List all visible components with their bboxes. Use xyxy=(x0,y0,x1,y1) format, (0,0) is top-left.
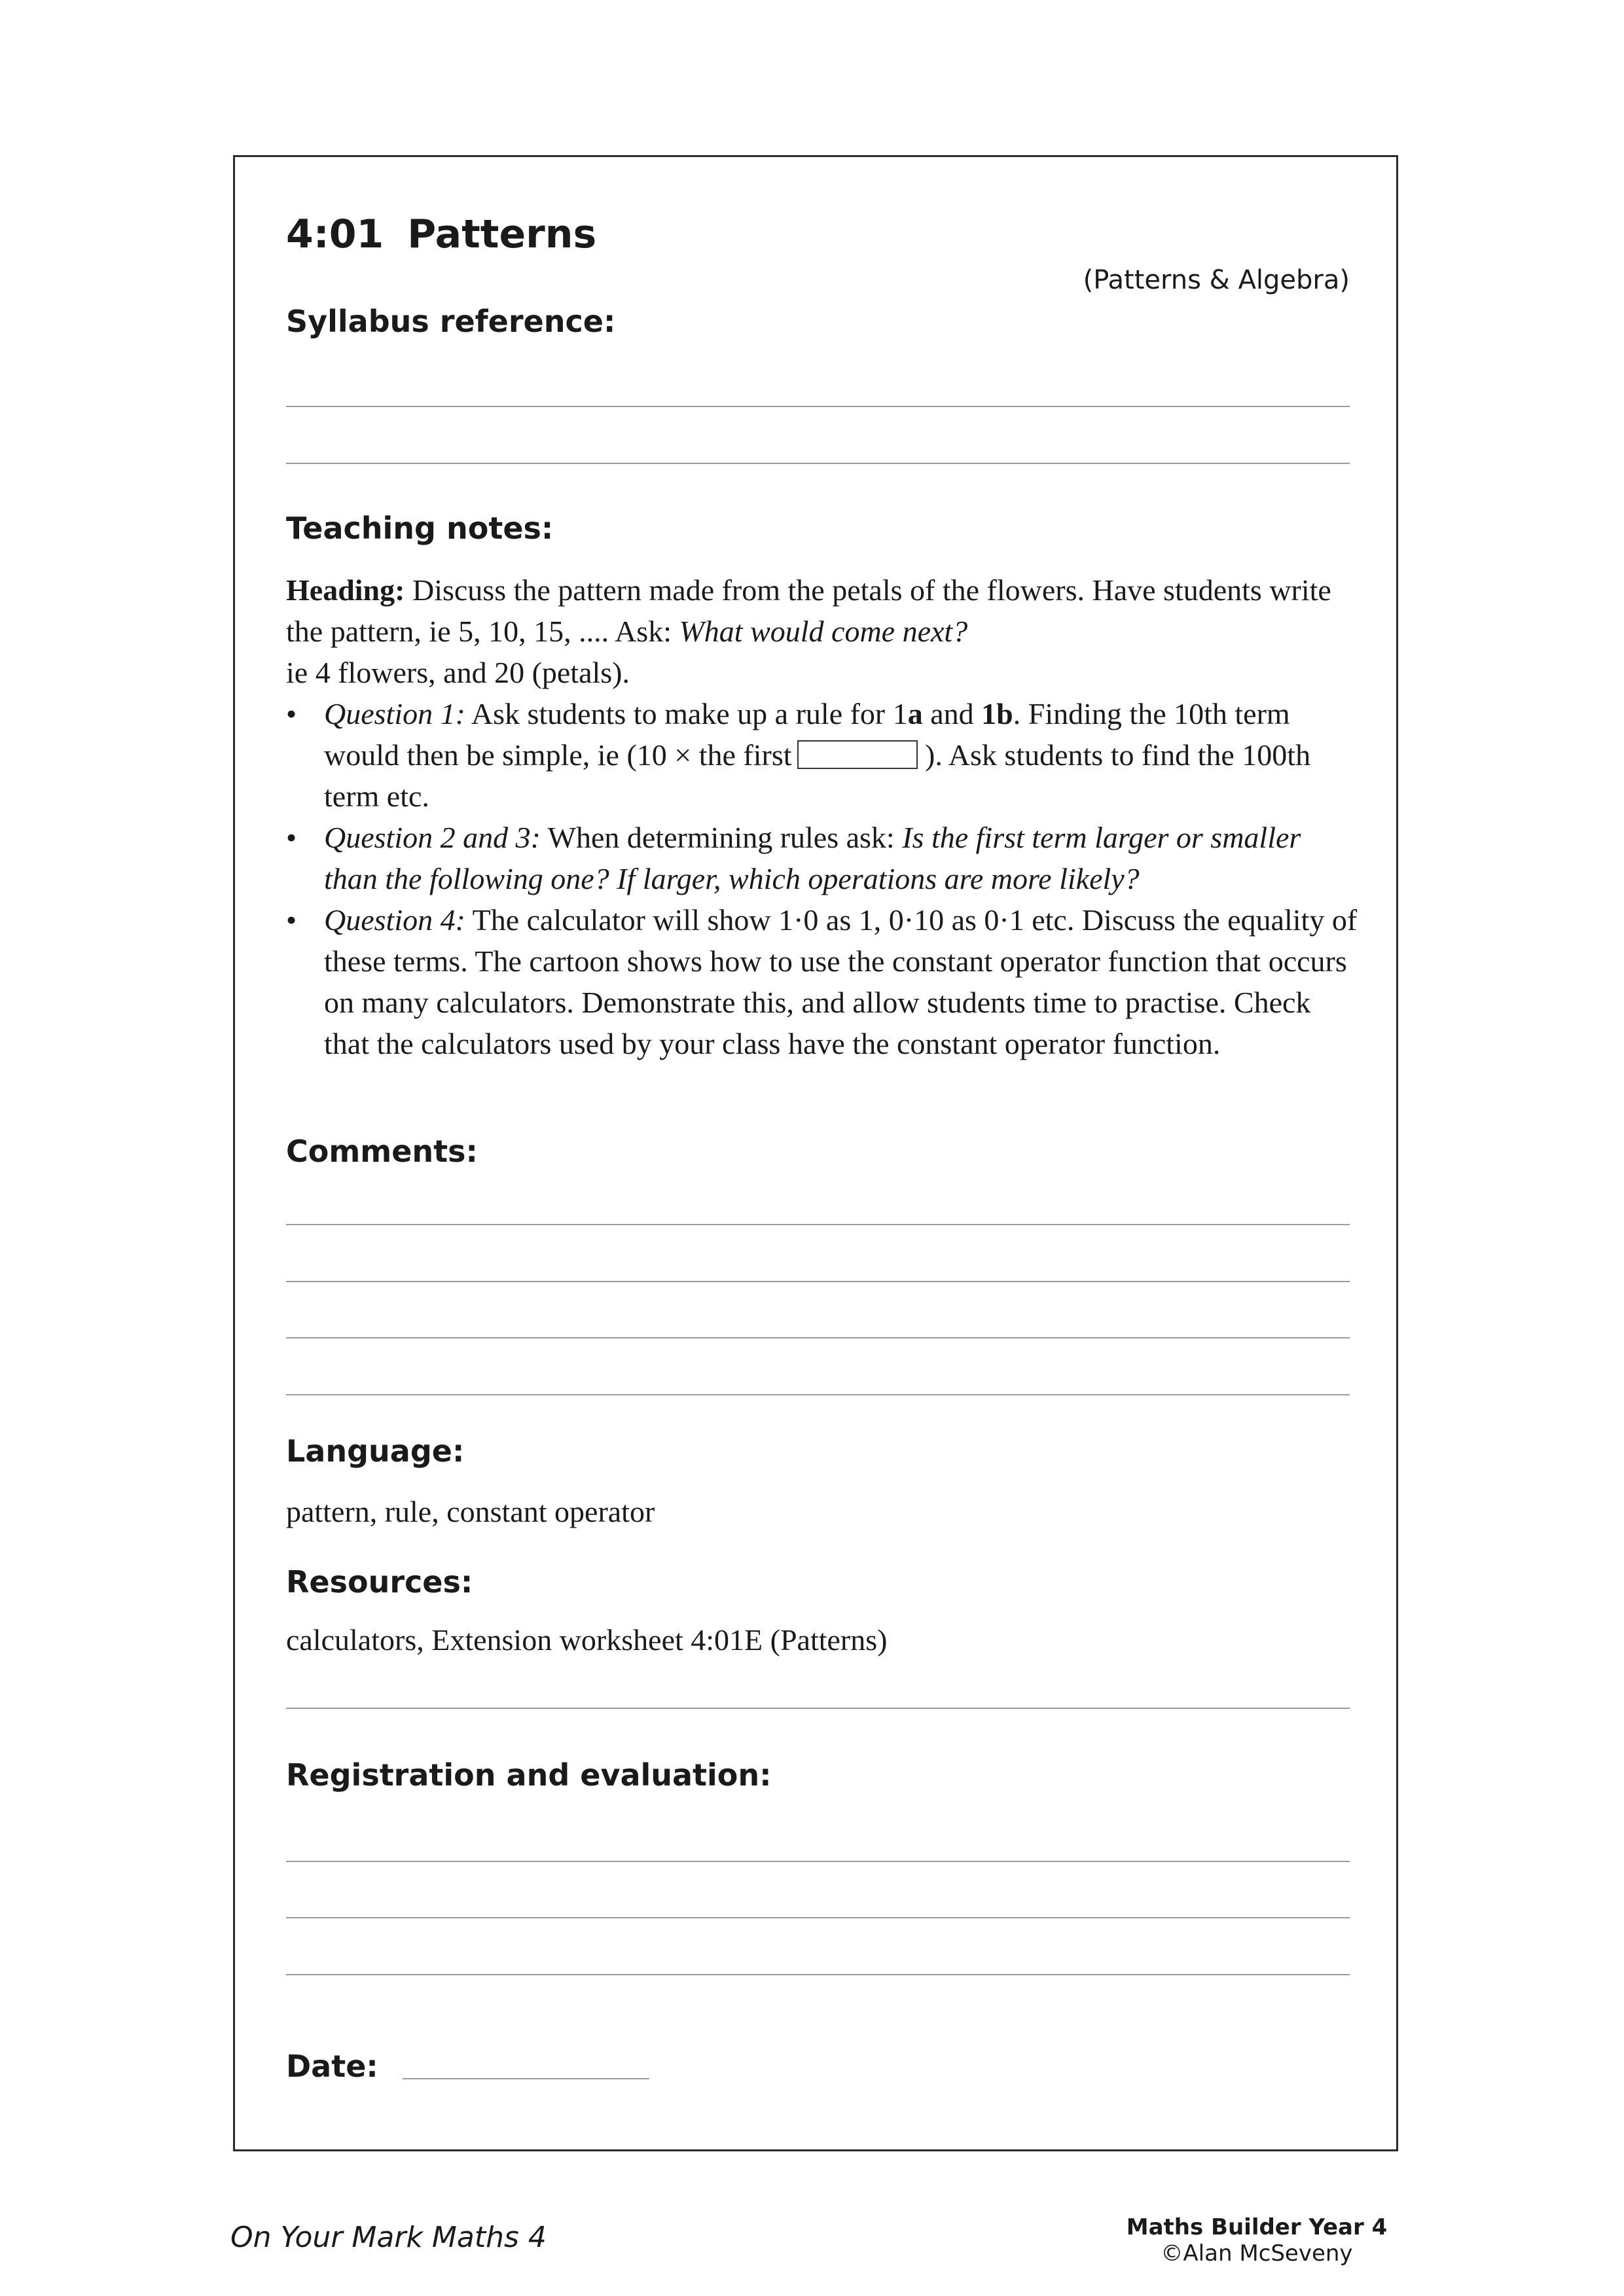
date-label: Date: xyxy=(286,2049,378,2084)
bullet-label: Question 4: xyxy=(324,903,465,937)
comments-line-1 xyxy=(286,1224,1350,1225)
page-title xyxy=(286,211,596,257)
bullet-text: The calculator will show 1·0 as 1, 0·10 as 0·1 etc. Discuss the equality of these terms. The cartoon shows how to use the constant operator function that occurs on many calculators. Demonstrate this, and allow students time to practise. Check that the calculators used by your class have the constant operator function. xyxy=(324,903,1358,1060)
list-item xyxy=(286,899,1360,1064)
teaching-notes-heading: Teaching notes: xyxy=(286,511,554,546)
footer-credit xyxy=(1113,2214,1401,2267)
teaching-notes-intro xyxy=(286,569,1360,693)
registration-line-2 xyxy=(286,1917,1350,1918)
footer-book-title: Maths Builder Year 4 xyxy=(1126,2214,1388,2240)
section-title: Patterns xyxy=(407,211,597,257)
footer-copyright: ©Alan McSeveny xyxy=(1161,2240,1353,2267)
bullet-icon: • xyxy=(286,903,297,937)
bullet-text: and xyxy=(922,697,982,730)
bullet-bold: 1b xyxy=(981,697,1013,730)
section-number: 4:01 xyxy=(286,211,384,257)
syllabus-heading: Syllabus reference: xyxy=(286,304,616,339)
intro-text-2: ie 4 flowers, and 20 (petals). xyxy=(286,656,630,689)
bullet-text: . Finding the 10th term would then be simple, ie (10 × the first xyxy=(324,697,1290,772)
intro-text-1: Discuss the pattern made from the petals of the flowers. Have students write the pattern, ie 5, 10, 15, .... Ask: xyxy=(286,573,1331,648)
bullet-bold: a xyxy=(907,697,923,730)
bullet-icon: • xyxy=(286,697,297,730)
bullet-label: Question 1: xyxy=(324,697,465,730)
resources-text: calculators, Extension worksheet 4:01E (Patterns) xyxy=(286,1623,888,1657)
registration-heading: Registration and evaluation: xyxy=(286,1757,772,1793)
intro-question: What would come next? xyxy=(679,615,968,648)
list-item xyxy=(286,817,1360,899)
bullet-text: ). Ask students to find the 100th term etc. xyxy=(324,738,1311,813)
teaching-notes-bullets xyxy=(286,693,1360,1064)
resources-line xyxy=(286,1708,1350,1709)
syllabus-line-2 xyxy=(286,463,1350,464)
language-text: pattern, rule, constant operator xyxy=(286,1495,655,1528)
strand-label: (Patterns & Algebra) xyxy=(1083,265,1350,295)
intro-lead: Heading: xyxy=(286,573,405,607)
resources-heading: Resources: xyxy=(286,1564,473,1600)
registration-line-3 xyxy=(286,1974,1350,1975)
list-item xyxy=(286,693,1360,817)
date-line xyxy=(403,2078,649,2079)
bullet-text: When determining rules ask: xyxy=(540,821,903,854)
registration-line-1 xyxy=(286,1861,1350,1862)
bullet-question: Is the first term larger or smaller than the following one? If larger, which operations are more likely? xyxy=(324,821,1301,895)
comments-heading: Comments: xyxy=(286,1134,478,1169)
language-heading: Language: xyxy=(286,1433,465,1469)
bullet-label: Question 2 and 3: xyxy=(324,821,541,854)
comments-line-3 xyxy=(286,1337,1350,1338)
comments-line-4 xyxy=(286,1394,1350,1395)
footer-series-title: On Your Mark Maths 4 xyxy=(230,2221,547,2254)
blank-box xyxy=(797,740,918,769)
bullet-icon: • xyxy=(286,821,297,854)
bullet-text: Ask students to make up a rule for 1 xyxy=(465,697,908,730)
comments-line-2 xyxy=(286,1281,1350,1282)
syllabus-line-1 xyxy=(286,406,1350,407)
